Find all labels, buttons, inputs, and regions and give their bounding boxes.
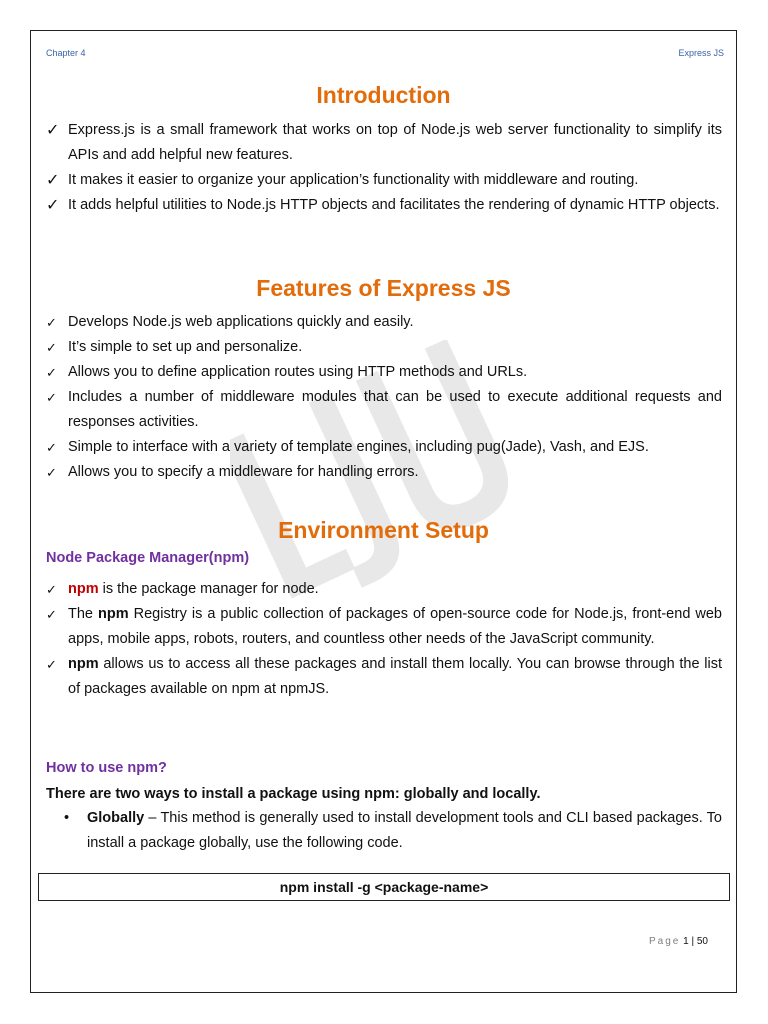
checkmark-icon: ✓ bbox=[46, 197, 60, 214]
checkmark-icon: ✓ bbox=[46, 122, 60, 139]
intro-heading: Introduction bbox=[316, 82, 451, 108]
checkmark-icon: ✓ bbox=[46, 315, 57, 330]
list-item: ✓ npm allows us to access all these packages and install them locally. You can browse through the list of packages available on npm at npmJS. bbox=[46, 652, 722, 702]
list-item: ✓ It adds helpful utilities to Node.js HTTP objects and facilitates the rendering of dynamic HTTP objects. bbox=[46, 193, 722, 218]
checkmark-icon: ✓ bbox=[46, 365, 57, 380]
list-item: ✓ Simple to interface with a variety of template engines, including pug(Jade), Vash, and EJS. bbox=[46, 435, 722, 460]
npm-subheading: Node Package Manager(npm) bbox=[46, 550, 250, 566]
list-item: ✓ Express.js is a small framework that works on top of Node.js web server functionality to simplify its APIs and add helpful new features. bbox=[46, 118, 722, 168]
header-chapter: Chapter 4 bbox=[46, 48, 86, 58]
list-item: ✓ Develops Node.js web applications quickly and easily. bbox=[46, 310, 722, 335]
features-list bbox=[46, 310, 722, 485]
checkmark-icon: ✓ bbox=[46, 440, 57, 455]
howto-subheading: How to use npm? bbox=[46, 760, 167, 776]
checkmark-icon: ✓ bbox=[46, 172, 60, 189]
list-item: ✓ It’s simple to set up and personalize. bbox=[46, 335, 722, 360]
list-item: • Globally – This method is generally used to install development tools and CLI based packages. To install a package globally, use the following code. bbox=[46, 806, 722, 856]
two-ways-text: There are two ways to install a package using npm: globally and locally. bbox=[46, 786, 541, 802]
list-item: ✓ The npm Registry is a public collection of packages of open-source code for Node.js, front-end web apps, mobile apps, robots, routers, and countless other needs of the JavaScript community. bbox=[46, 602, 722, 652]
npm-list bbox=[46, 577, 722, 702]
checkmark-icon: ✓ bbox=[46, 607, 57, 622]
code-box: npm install -g <package-name> bbox=[38, 873, 730, 901]
list-item: ✓ npm is the package manager for node. bbox=[46, 577, 722, 602]
list-item: ✓ Allows you to specify a middleware for handling errors. bbox=[46, 460, 722, 485]
checkmark-icon: ✓ bbox=[46, 465, 57, 480]
checkmark-icon: ✓ bbox=[46, 340, 57, 355]
page-number: Page 1 | 50 bbox=[649, 936, 708, 947]
intro-list bbox=[46, 118, 722, 218]
list-item: ✓ It makes it easier to organize your application’s functionality with middleware and routing. bbox=[46, 168, 722, 193]
features-heading: Features of Express JS bbox=[256, 275, 511, 301]
env-heading: Environment Setup bbox=[278, 517, 489, 543]
globally-block bbox=[46, 806, 722, 856]
checkmark-icon: ✓ bbox=[46, 390, 57, 405]
bullet-icon: • bbox=[64, 810, 70, 826]
header-title: Express JS bbox=[678, 48, 724, 58]
checkmark-icon: ✓ bbox=[46, 657, 57, 672]
list-item: ✓ Allows you to define application routes using HTTP methods and URLs. bbox=[46, 360, 722, 385]
list-item: ✓ Includes a number of middleware modules that can be used to execute additional requests and responses activities. bbox=[46, 385, 722, 435]
checkmark-icon: ✓ bbox=[46, 582, 57, 597]
